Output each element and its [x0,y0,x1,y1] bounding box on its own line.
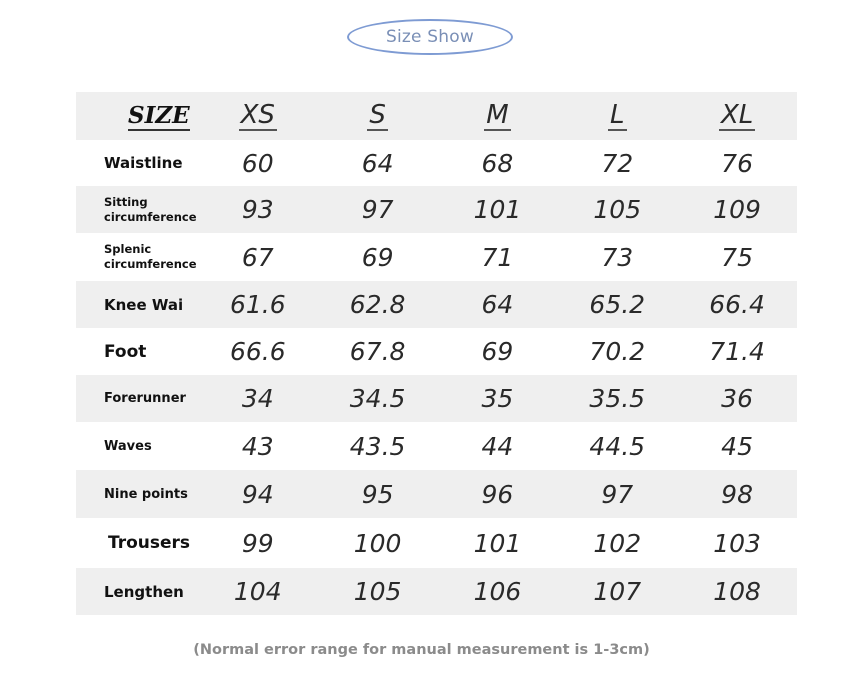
table-cell: 97 [601,479,634,509]
table-cell: 108 [713,577,761,606]
table-cell: 34 [241,384,274,413]
table-cell: 69 [481,337,514,366]
row-label: Waves [104,438,152,454]
table-cell: 66.4 [709,290,765,319]
table-cell: 103 [713,528,761,558]
header-cell-l [557,99,677,131]
table-row [76,422,797,470]
table-cell: 100 [353,528,402,558]
table-cell: 93 [241,195,274,224]
table-cell: 62.8 [349,290,406,319]
table-cell: 101 [473,195,522,224]
row-label: Nine points [104,486,188,502]
row-label: Knee Wai [104,295,184,314]
table-row [76,281,797,328]
table-cell: 64 [361,148,394,178]
size-chart-table [76,92,797,615]
table-cell: 104 [233,577,282,606]
table-row [76,375,797,422]
header-cell-size [76,104,198,128]
table-cell: 43 [241,431,274,461]
table-cell: 106 [473,577,522,606]
table-cell: 69 [361,242,394,272]
table-cell: 95 [361,479,394,509]
table-cell: 67.8 [349,337,406,366]
table-cell: 99 [241,528,274,558]
size-show-label: Size Show [386,27,474,47]
table-cell: 101 [473,528,522,558]
header-cell-xs [198,99,318,131]
row-label: Foot [104,341,147,362]
table-row [76,518,797,568]
table-cell: 71 [481,242,514,272]
row-label: Lengthen [104,582,184,601]
row-label: Splenic circumference [104,242,197,271]
table-cell: 60 [241,148,274,178]
table-cell: 72 [601,148,634,178]
table-cell: 35.5 [589,384,646,413]
table-cell: 65.2 [589,290,646,319]
table-cell: 105 [353,577,402,606]
table-cell: 97 [361,195,394,224]
row-label: Trousers [108,533,191,553]
size-show-badge [347,19,513,55]
size-label-xl: XL [720,99,754,130]
table-row [76,186,797,233]
measurement-footnote: (Normal error range for manual measurement is 1-3cm) [193,642,650,658]
table-cell: 94 [241,479,274,509]
table-row [76,233,797,281]
table-cell: 105 [593,195,642,224]
size-label-l: L [610,99,625,130]
table-header-row [76,92,797,140]
row-label: Waistline [104,154,183,172]
table-cell: 67 [241,242,274,272]
table-cell: 64 [481,290,514,319]
header-cell-xl [677,99,797,131]
table-row [76,568,797,615]
header-cell-s [318,99,438,131]
table-cell: 73 [601,242,634,272]
row-label: Forerunner [104,391,186,406]
table-cell: 61.6 [229,290,286,319]
table-row [76,328,797,375]
size-heading: SIZE [128,102,190,129]
table-row [76,470,797,518]
table-cell: 35 [481,384,514,413]
size-label-m: M [486,99,509,130]
table-cell: 43.5 [349,431,406,461]
table-cell: 45 [721,431,753,461]
table-cell: 107 [593,577,642,606]
table-cell: 68 [481,148,514,178]
table-cell: 34.5 [349,384,406,413]
table-cell: 44 [481,431,514,461]
table-cell: 36 [721,384,753,413]
table-cell: 109 [713,195,761,224]
table-cell: 70.2 [589,337,646,366]
table-row [76,140,797,186]
table-cell: 102 [593,528,642,558]
table-cell: 76 [721,148,753,178]
table-cell: 96 [481,479,514,509]
table-cell: 66.6 [229,337,286,366]
row-label: Sitting circumference [104,194,197,224]
table-cell: 44.5 [589,431,646,461]
header-cell-m [438,99,558,131]
table-cell: 75 [721,242,753,272]
size-label-s: S [369,99,386,130]
table-cell: 98 [721,479,753,509]
size-label-xs: XS [240,99,275,130]
table-cell: 71.4 [709,337,765,366]
